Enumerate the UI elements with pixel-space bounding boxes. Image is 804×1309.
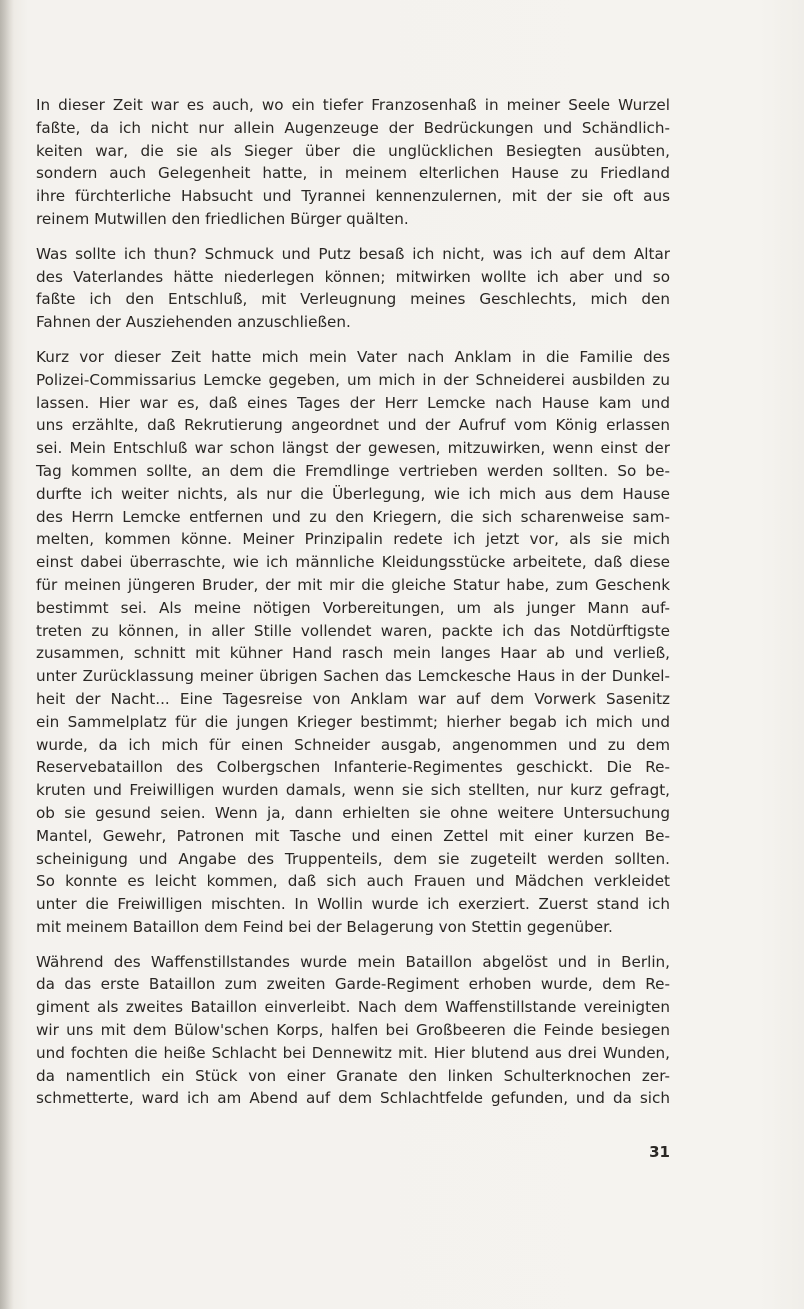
text-line: Kurz vor dieser Zeit hatte mich mein Vater nach Anklam in die Familie des [36, 347, 670, 366]
text-line: und fochten die heiße Schlacht bei Dennewitz mit. Hier blutend aus drei Wunden, [36, 1043, 670, 1062]
text-line: In dieser Zeit war es auch, wo ein tiefer Franzosenhaß in meiner Seele Wurzel [36, 96, 670, 114]
text-line: des Herrn Lemcke entfernen und zu den Kriegern, die sich scharenweise sam- [36, 507, 670, 526]
text-line: Fahnen der Ausziehenden anzuschließen. [36, 313, 351, 332]
text-line: scheinigung und Angabe des Truppenteils, dem sie zugeteilt werden sollten. [36, 849, 670, 868]
paragraph-4 [36, 951, 670, 1111]
text-line: ihre fürchterliche Habsucht und Tyrannei kennenzulernen, mit der sie oft aus [36, 187, 670, 206]
text-line: Während des Waffenstillstandes wurde mein Bataillon abgelöst und in Berlin, [36, 952, 670, 971]
text-line: sondern auch Gelegenheit hatte, in meinem elterlichen Hause zu Friedland [36, 164, 670, 183]
text-line: ob sie gesund seien. Wenn ja, dann erhielten sie ohne weitere Untersuchung [36, 803, 670, 822]
text-line: wir uns mit dem Bülow'schen Korps, halfen bei Großbeeren die Feinde besiegen [36, 1021, 670, 1040]
text-line: Mantel, Gewehr, Patronen mit Tasche und einen Zettel mit einer kurzen Be- [36, 826, 670, 845]
text-line: Tag kommen sollte, an dem die Fremdlinge vertrieben werden sollten. So be- [36, 461, 670, 480]
text-line: So konnte es leicht kommen, daß sich auch Frauen und Mädchen verkleidet [36, 872, 670, 891]
spine-shadow [0, 0, 14, 1309]
text-line: unter die Freiwilligen mischten. In Wollin wurde ich exerziert. Zuerst stand ich [36, 895, 670, 914]
paragraph-1 [36, 94, 670, 231]
text-line: zusammen, schnitt mit kühner Hand rasch mein langes Haar ab und verließ, [36, 644, 670, 663]
text-line: des Vaterlandes hätte niederlegen können; mitwirken wollte ich aber und so [36, 267, 670, 286]
paragraph-2 [36, 243, 670, 334]
paragraph-3 [36, 346, 670, 939]
text-line: Was sollte ich thun? Schmuck und Putz besaß ich nicht, was ich auf dem Altar [36, 244, 670, 263]
text-line: melten, kommen könne. Meiner Prinzipalin redete ich jetzt vor, als sie mich [36, 530, 670, 549]
text-line: Polizei-Commissarius Lemcke gegeben, um mich in der Schneiderei ausbilden zu [36, 370, 670, 389]
page-number: 31 [649, 1143, 670, 1161]
text-line: schmetterte, ward ich am Abend auf dem Schlachtfelde gefunden, und da sich [36, 1089, 670, 1108]
text-line: für meinen jüngeren Bruder, der mit mir die gleiche Statur habe, zum Geschenk [36, 575, 670, 594]
text-line: durfte ich weiter nichts, als nur die Überlegung, wie ich mich aus dem Hause [36, 484, 670, 503]
text-line: sei. Mein Entschluß war schon längst der gewesen, mitzuwirken, wenn einst der [36, 439, 670, 458]
text-line: unter Zurücklassung meiner übrigen Sachen das Lemckesche Haus in der Dunkel- [36, 667, 670, 686]
text-line: kruten und Freiwilligen wurden damals, wenn sie sich stellten, nur kurz gefragt, [36, 781, 670, 800]
text-line: lassen. Hier war es, daß eines Tages der Herr Lemcke nach Hause kam und [36, 393, 670, 412]
text-line: ein Sammelplatz für die jungen Krieger bestimmt; hierher begab ich mich und [36, 712, 670, 731]
text-line: wurde, da ich mich für einen Schneider ausgab, angenommen und zu dem [36, 735, 670, 754]
text-line: bestimmt sei. Als meine nötigen Vorbereitungen, um als junger Mann auf- [36, 598, 670, 617]
text-line: giment als zweites Bataillon einverleibt. Nach dem Waffenstillstande vereinigten [36, 998, 670, 1017]
text-line: reinem Mutwillen den friedlichen Bürger quälten. [36, 209, 409, 228]
text-line: einst dabei überraschte, wie ich männliche Kleidungsstücke arbeitete, daß diese [36, 553, 670, 572]
text-line: Reservebataillon des Colbergschen Infanterie-Regimentes geschickt. Die Re- [36, 758, 670, 777]
text-line: uns erzählte, daß Rekrutierung angeordnet und der Aufruf vom König erlassen [36, 416, 670, 435]
text-line: treten zu können, in aller Stille vollendet waren, packte ich das Notdürftigste [36, 621, 670, 640]
text-line: faßte, da ich nicht nur allein Augenzeuge der Bedrückungen und Schändlich- [36, 118, 670, 137]
text-line: da das erste Bataillon zum zweiten Garde-Regiment erhoben wurde, dem Re- [36, 975, 670, 994]
text-line: da namentlich ein Stück von einer Granate den linken Schulterknochen zer- [36, 1066, 670, 1085]
text-line: keiten war, die sie als Sieger über die unglücklichen Besiegten ausübten, [36, 141, 670, 160]
text-line: mit meinem Bataillon dem Feind bei der Belagerung von Stettin gegenüber. [36, 917, 613, 936]
text-line: faßte ich den Entschluß, mit Verleugnung meines Geschlechts, mich den [36, 290, 670, 309]
body-text [36, 94, 670, 1122]
text-line: heit der Nacht... Eine Tagesreise von Anklam war auf dem Vorwerk Sasenitz [36, 689, 670, 708]
